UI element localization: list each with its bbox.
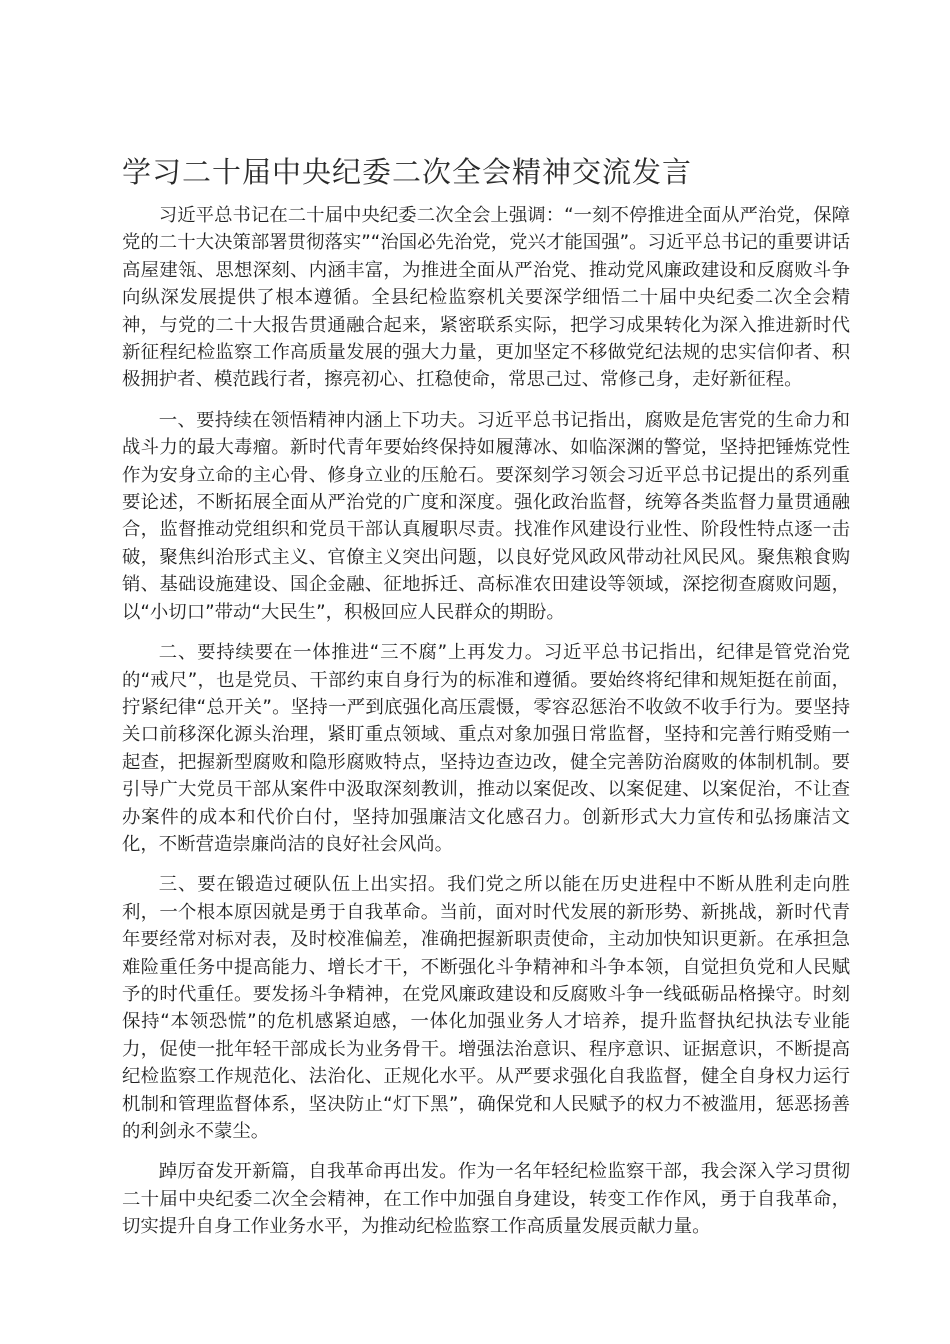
paragraph-conclusion: 踔厉奋发开新篇，自我革命再出发。作为一名年轻纪检监察干部，我会深入学习贯彻二十届中央纪委二次全会精神，在工作中加强自身建设，转变工作作风，勇于自我革命，切实提升自身工作业务水平，为推动纪检监察工作高质量发展贡献力量。 <box>122 1161 850 1238</box>
paragraph-section-2: 二、要持续要在一体推进“三不腐”上再发力。习近平总书记指出，纪律是管党治党的“戒尺”，也是党员、干部约束自身行为的标准和遵循。要始终将纪律和规矩挺在前面，拧紧纪律“总开关”。坚持一严到底强化高压震慑，零容忍惩治不收敛不收手行为。要坚持关口前移深化源头治理，紧盯重点领域、重点对象加强日常监督，坚持和完善行贿受贿一起查，把握新型腐败和隐形腐败特点，坚持边查边改，健全完善防治腐败的体制机制。要引导广大党员干部从案件中汲取深刻教训，推动以案促改、以案促建、以案促治，不让查办案件的成本和代价白付，坚持加强廉洁文化感召力。创新形式大力宣传和弘扬廉洁文化，不断营造崇廉尚洁的良好社会风尚。 <box>122 642 850 855</box>
paragraph-section-3: 三、要在锻造过硬队伍上出实招。我们党之所以能在历史进程中不断从胜利走向胜利，一个根本原因就是勇于自我革命。当前，面对时代发展的新形势、新挑战，新时代青年要经常对标对表，及时校准偏差，准确把握新职责使命，主动加快知识更新。在承担急难险重任务中提高能力、增长才干，不断强化斗争精神和斗争本领，自觉担负党和人民赋予的时代重任。要发扬斗争精神，在党风廉政建设和反腐败斗争一线砥砺品格操守。时刻保持“本领恐慌”的危机感紧迫感，一体化加强业务人才培养，提升监督执纪执法专业能力，促使一批年轻干部成长为业务骨干。增强法治意识、程序意识、证据意识，不断提高纪检监察工作规范化、法治化、正规化水平。从严要求强化自我监督，健全自身权力运行机制和管理监督体系，坚决防止“灯下黑”，确保党和人民赋予的权力不被滥用，惩恶扬善的利剑永不蒙尘。 <box>122 874 850 1142</box>
document-body <box>122 202 850 1254</box>
document-title: 学习二十届中央纪委二次全会精神交流发言 <box>122 155 693 189</box>
paragraph-intro: 习近平总书记在二十届中央纪委二次全会上强调：“一刻不停推进全面从严治党，保障党的二十大决策部署贯彻落实”“治国必先治党，党兴才能国强”。习近平总书记的重要讲话高屋建瓴、思想深刻、内涵丰富，为推进全面从严治党、推动党风廉政建设和反腐败斗争向纵深发展提供了根本遵循。全县纪检监察机关要深学细悟二十届中央纪委二次全会精神，与党的二十大报告贯通融合起来，紧密联系实际，把学习成果转化为深入推进新时代新征程纪检监察工作高质量发展的强大力量，更加坚定不移做党纪法规的忠实信仰者、积极拥护者、模范践行者，擦亮初心、扛稳使命，常思己过、常修己身，走好新征程。 <box>122 205 850 391</box>
paragraph-section-1: 一、要持续在领悟精神内涵上下功夫。习近平总书记指出，腐败是危害党的生命力和战斗力的最大毒瘤。新时代青年要始终保持如履薄冰、如临深渊的警觉，坚持把锤炼党性作为安身立命的主心骨、修身立业的压舱石。要深刻学习领会习近平总书记提出的系列重要论述，不断拓展全面从严治党的广度和深度。强化政治监督，统筹各类监督力量贯通融合，监督推动党组织和党员干部认真履职尽责。找准作风建设行业性、阶段性特点逐一击破，聚焦纠治形式主义、官僚主义突出问题，以良好党风政风带动社风民风。聚焦粮食购销、基础设施建设、国企金融、征地拆迁、高标准农田建设等领域，深挖彻查腐败问题，以“小切口”带动“大民生”，积极回应人民群众的期盼。 <box>122 409 850 623</box>
